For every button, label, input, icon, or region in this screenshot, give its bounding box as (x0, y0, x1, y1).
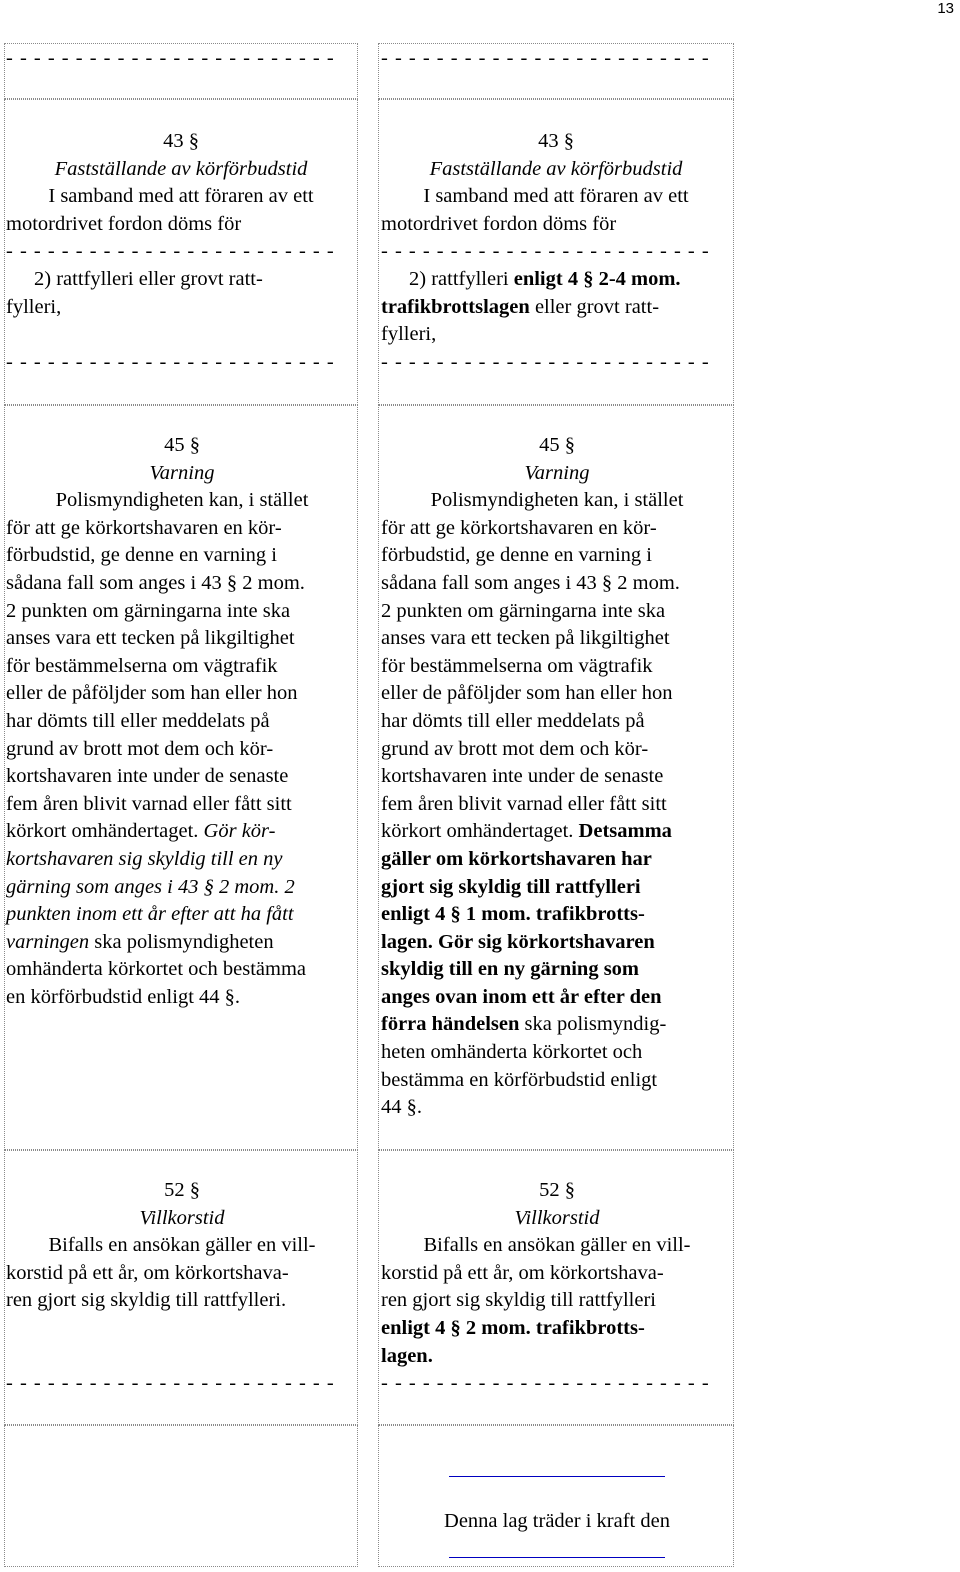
text-line: fem åren blivit varnad eller fått sitt (6, 792, 292, 815)
text-line: har dömts till eller meddelats på (381, 709, 645, 732)
text-line: lagen. Gör sig körkortshavaren (381, 930, 655, 953)
item-amendment: trafikbrottslagen (381, 295, 530, 318)
text-span: ska polismyndigheten (89, 930, 274, 953)
text-line: kortshavaren inte under de senaste (6, 765, 289, 788)
dash-separator: - - - - - - - - - - - - - - - - - - - - - - - - (381, 47, 710, 69)
text-line: kortshavaren inte under de senaste (381, 765, 664, 788)
text-line: punkten inom ett år efter att ha fått (6, 903, 294, 926)
paragraph-number: 43 § (163, 130, 199, 152)
text-line: bestämma en körförbudstid enligt (381, 1068, 658, 1091)
paragraph-number: 52 § (539, 1179, 575, 1201)
cell-bottom-left (4, 1425, 358, 1567)
section-heading: Villkorstid (139, 1206, 225, 1229)
text-line: enligt 4 § 2 mom. trafikbrotts- (381, 1316, 645, 1339)
item-amendment: enligt 4 § 2-4 mom. (513, 267, 681, 290)
text-line: Bifalls en ansökan gäller en vill- (423, 1234, 691, 1257)
item-line: 2) rattfylleri eller grovt ratt- (34, 267, 263, 290)
text-span: körkort omhändertaget. (381, 820, 579, 843)
text-line: I samband med att föraren av ett (48, 185, 314, 208)
text-span: förra händelsen (381, 1013, 520, 1036)
text-line: ren gjort sig skyldig till rattfylleri (381, 1289, 656, 1312)
section-52-right (381, 1177, 733, 1398)
text-line: en körförbudstid enligt 44 §. (6, 985, 241, 1008)
text-line: anges ovan inom ett år efter den (381, 985, 662, 1008)
dash-separator: - - - - - - - - - - - - - - - - - - - - - - - - (381, 350, 710, 373)
text-line: sådana fall som anges i 43 § 2 mom. (6, 571, 305, 594)
text-line: I samband med att föraren av ett (423, 185, 689, 208)
dash-separator: - - - - - - - - - - - - - - - - - - - - - - - - (6, 240, 335, 263)
text-line: Polismyndigheten kan, i stället (430, 489, 684, 512)
section-heading: Varning (524, 461, 590, 484)
text-line: har dömts till eller meddelats på (6, 709, 270, 732)
text-line: grund av brott mot dem och kör- (6, 737, 274, 760)
section-52-left (6, 1177, 358, 1398)
item-line (381, 266, 731, 294)
page-number: 13 (937, 0, 954, 17)
item-text: 2) rattfylleri (409, 267, 514, 290)
text-line: 2 punkten om gärningarna inte ska (6, 599, 291, 622)
text-line: för bestämmelserna om vägtrafik (381, 654, 653, 677)
text-line: gärning som anges i 43 § 2 mom. 2 (6, 875, 295, 898)
text-line (381, 818, 733, 846)
section-45-right (381, 432, 733, 1122)
text-line: eller de påföljder som han eller hon (381, 682, 673, 705)
section-heading: Fastställande av körförbudstid (54, 157, 308, 180)
cell-bottom-right (378, 1425, 734, 1567)
text-line (381, 1011, 733, 1039)
text-line: fem åren blivit varnad eller fått sitt (381, 792, 667, 815)
signature-rule-top (449, 1476, 665, 1477)
text-line: 2 punkten om gärningarna inte ska (381, 599, 666, 622)
text-line: korstid på ett år, om körkortshava- (381, 1261, 664, 1284)
text-line: Polismyndigheten kan, i stället (55, 489, 309, 512)
item-line (381, 294, 731, 322)
dash-separator: - - - - - - - - - - - - - - - - - - - - - - - - (6, 1372, 335, 1395)
paragraph-number: 45 § (539, 434, 575, 456)
text-line: för att ge körkortshavaren en kör- (381, 516, 657, 539)
dash-separator: - - - - - - - - - - - - - - - - - - - - - - - - (6, 47, 335, 69)
text-span: körkort omhändertaget. (6, 820, 204, 843)
section-heading: Varning (149, 461, 215, 484)
text-line: för bestämmelserna om vägtrafik (6, 654, 278, 677)
text-line: omhänderta körkortet och bestämma (6, 958, 306, 981)
text-line: förbudstid, ge denne en varning i (381, 544, 652, 567)
effective-date-text: Denna lag träder i kraft den (444, 1510, 670, 1532)
text-line: korstid på ett år, om körkortshava- (6, 1261, 289, 1284)
text-span: Gör kör- (203, 820, 276, 843)
section-43-left (6, 128, 356, 376)
section-45-left (6, 432, 358, 1011)
text-line: motordrivet fordon döms för (6, 212, 242, 235)
section-heading: Fastställande av körförbudstid (429, 157, 683, 180)
text-line (6, 818, 358, 846)
paragraph-number: 43 § (538, 130, 574, 152)
text-line: motordrivet fordon döms för (381, 212, 617, 235)
text-line: gäller om körkortshavaren har (381, 847, 652, 870)
item-line: fylleri, (6, 295, 62, 318)
text-line: lagen. (381, 1344, 433, 1367)
text-line: Bifalls en ansökan gäller en vill- (48, 1234, 316, 1257)
text-line: för att ge körkortshavaren en kör- (6, 516, 282, 539)
item-line: fylleri, (381, 323, 437, 346)
text-line: skyldig till en ny gärning som (381, 958, 640, 981)
text-line: kortshavaren sig skyldig till en ny (6, 847, 283, 870)
text-line (6, 929, 358, 957)
section-heading: Villkorstid (514, 1206, 600, 1229)
text-span: ska polismyndig- (519, 1013, 667, 1036)
text-line: heten omhänderta körkortet och (381, 1041, 643, 1064)
section-43-right (381, 128, 731, 376)
text-span: varningen (6, 930, 90, 953)
signature-rule-bottom (449, 1557, 665, 1558)
text-line: 44 §. (381, 1096, 422, 1119)
item-text: eller grovt ratt- (529, 295, 660, 318)
dash-separator: - - - - - - - - - - - - - - - - - - - - - - - - (381, 240, 710, 263)
text-line: anses vara ett tecken på likgiltighet (6, 627, 295, 650)
text-line: gjort sig skyldig till rattfylleri (381, 875, 641, 898)
dash-separator: - - - - - - - - - - - - - - - - - - - - - - - - (381, 1372, 710, 1395)
paragraph-number: 52 § (164, 1179, 200, 1201)
text-line: anses vara ett tecken på likgiltighet (381, 627, 670, 650)
text-line: enligt 4 § 1 mom. trafikbrotts- (381, 903, 645, 926)
text-line: grund av brott mot dem och kör- (381, 737, 649, 760)
text-line: ren gjort sig skyldig till rattfylleri. (6, 1289, 287, 1312)
paragraph-number: 45 § (164, 434, 200, 456)
dash-separator: - - - - - - - - - - - - - - - - - - - - - - - - (6, 350, 335, 373)
text-line: eller de påföljder som han eller hon (6, 682, 298, 705)
text-line: sådana fall som anges i 43 § 2 mom. (381, 571, 680, 594)
text-span: Detsamma (578, 820, 672, 843)
text-line: förbudstid, ge denne en varning i (6, 544, 277, 567)
